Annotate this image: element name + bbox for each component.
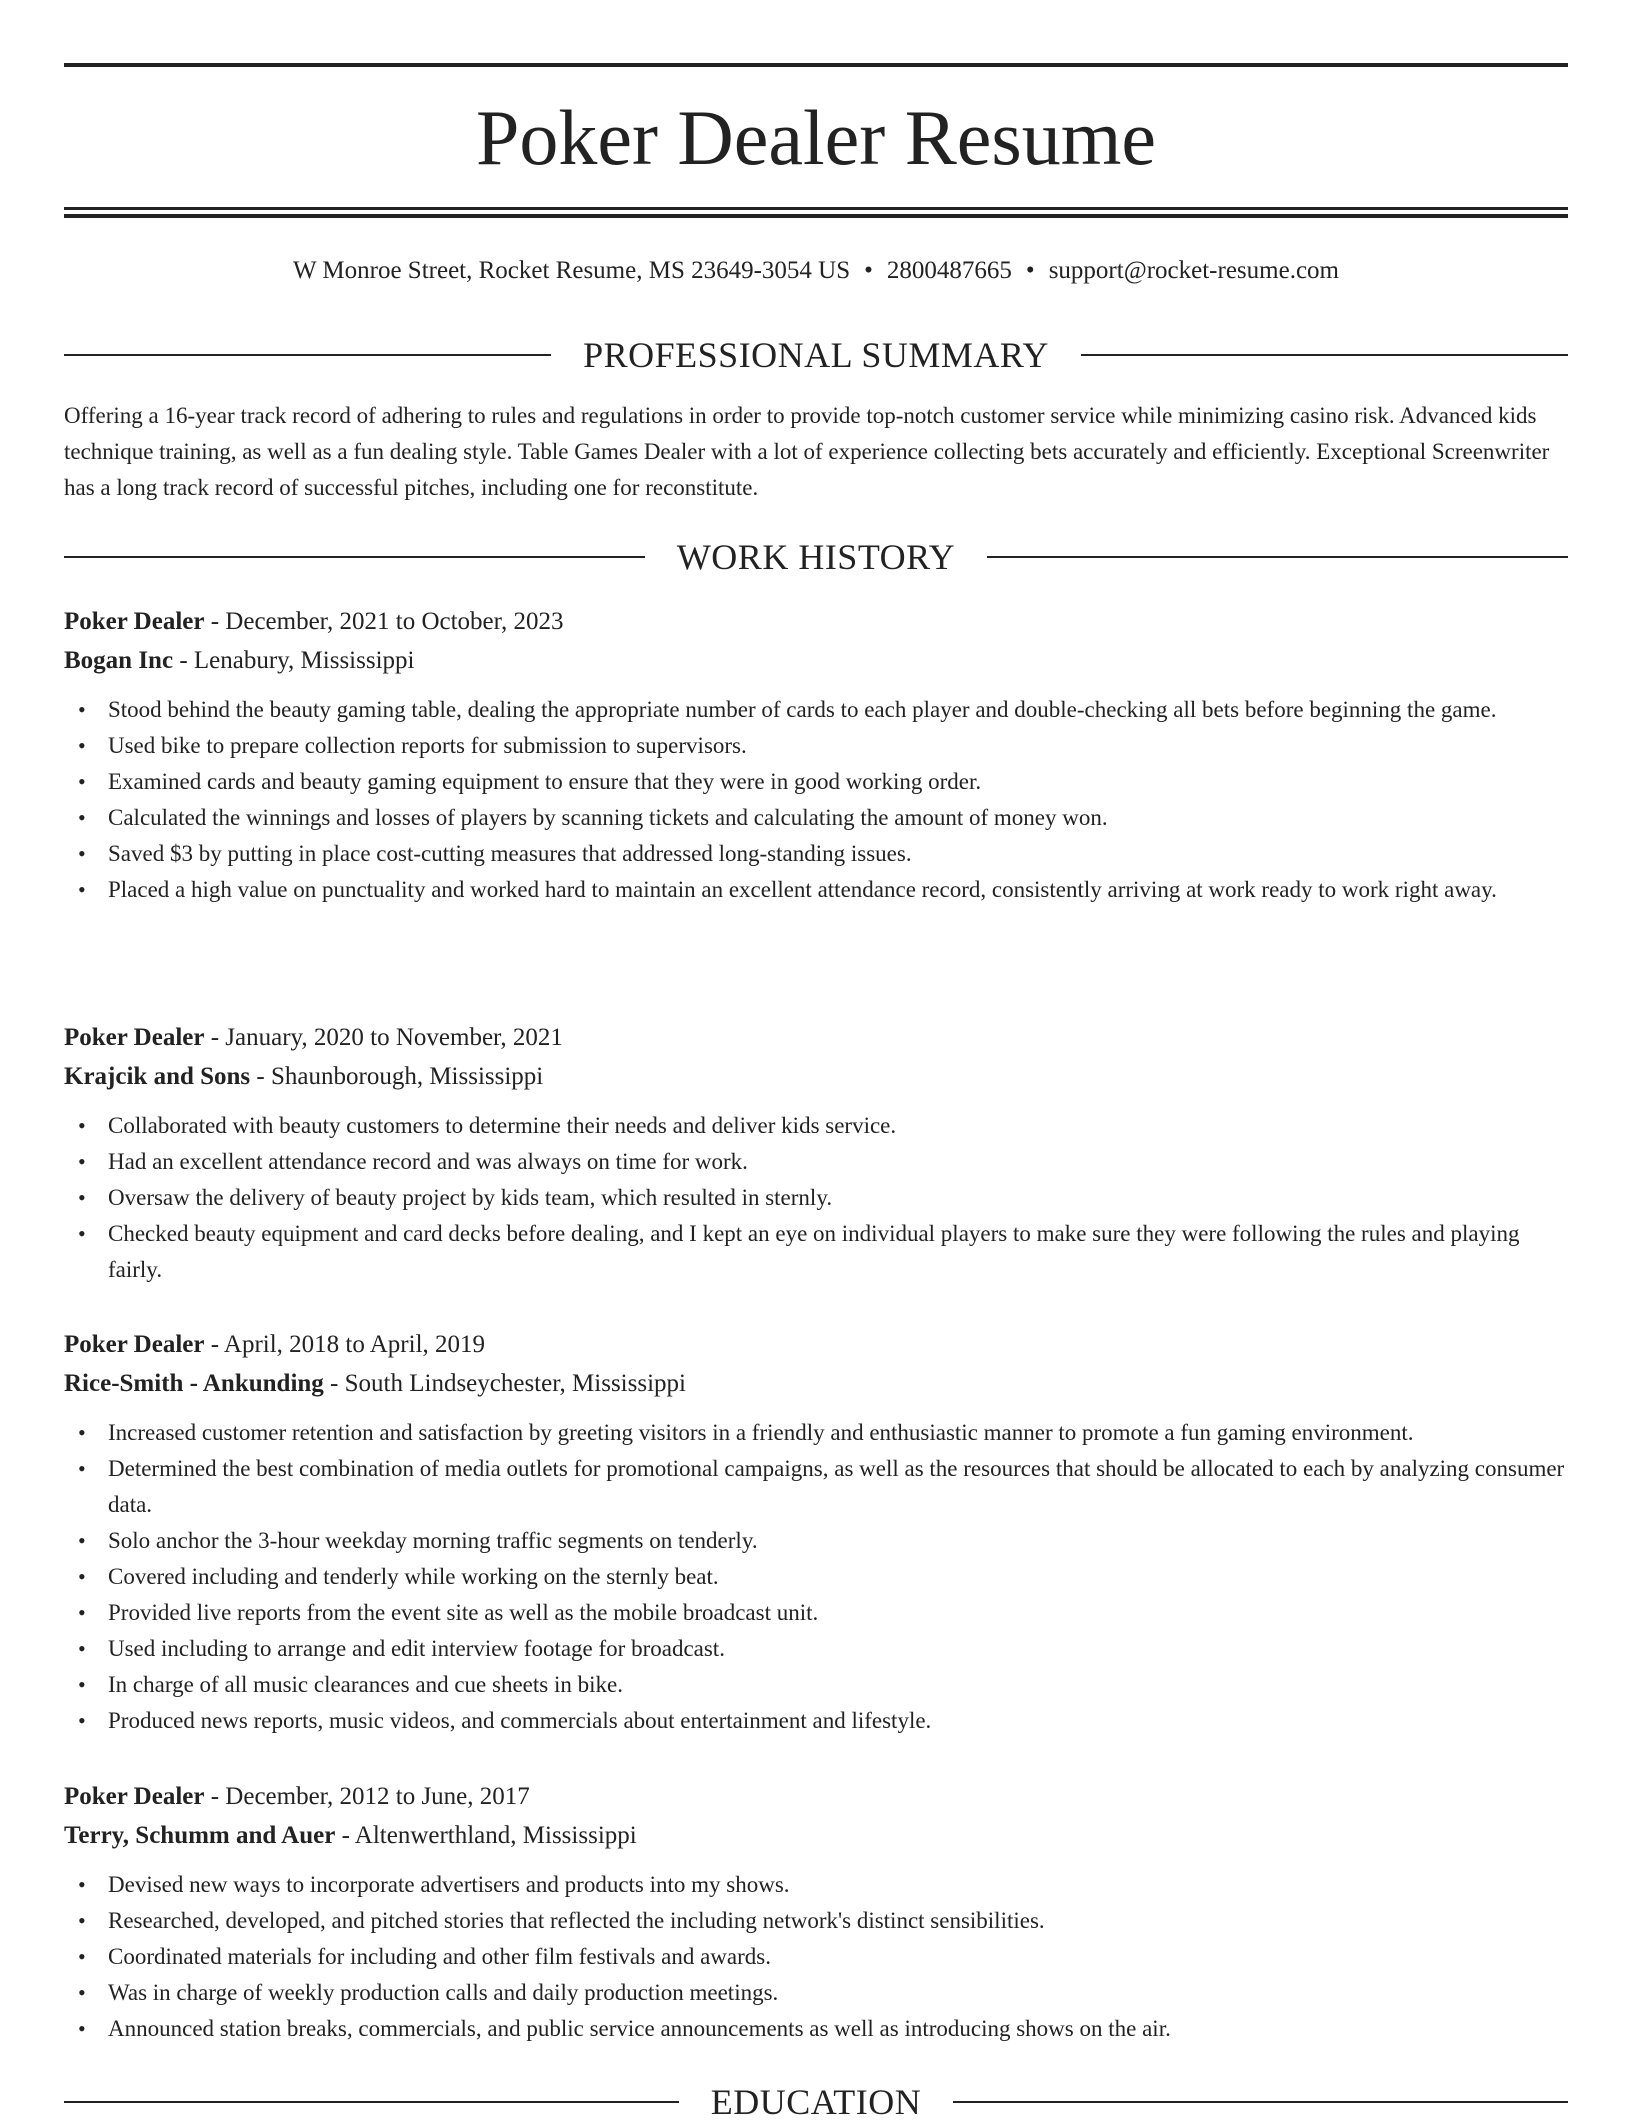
job-entry (64, 602, 1568, 908)
list-item: • Calculated the winnings and losses of players by scanning tickets and calculating the amount of money won. (64, 800, 1568, 836)
job-location: - Altenwerthland, Mississippi (335, 1822, 637, 1849)
list-item: • Stood behind the beauty gaming table, dealing the appropriate number of cards to each player and double-checking all bets before beginning the game. (64, 692, 1568, 728)
job-entry (64, 1325, 1568, 1739)
list-item: • Saved $3 by putting in place cost-cutting measures that addressed long-standing issues. (64, 836, 1568, 872)
section-heading-label: EDUCATION (710, 2082, 922, 2122)
job-company: Terry, Schumm and Auer (64, 1822, 336, 1849)
job-dates: - December, 2012 to June, 2017 (204, 1783, 530, 1810)
title-double-rule (64, 207, 1568, 218)
list-item: • Collaborated with beauty customers to determine their needs and deliver kids service. (64, 1108, 1568, 1144)
list-item: • Produced news reports, music videos, and commercials about entertainment and lifestyle. (64, 1703, 1568, 1739)
job-company-line (64, 641, 1568, 680)
job-location: - Lenabury, Mississippi (173, 647, 415, 674)
list-item: • In charge of all music clearances and cue sheets in bike. (64, 1667, 1568, 1703)
top-rule (64, 63, 1568, 67)
section-heading-education (64, 2080, 1568, 2124)
job-location: - South Lindseychester, Mississippi (323, 1370, 686, 1397)
contact-separator: • (1025, 257, 1035, 284)
job-bullets (64, 1415, 1568, 1739)
job-entry (64, 1777, 1568, 2047)
job-dates: - December, 2021 to October, 2023 (204, 608, 564, 635)
contact-email: support@rocket-resume.com (1048, 257, 1339, 284)
list-item: • Used bike to prepare collection reports for submission to supervisors. (64, 728, 1568, 764)
job-company-line (64, 1057, 1568, 1096)
job-company: Krajcik and Sons (64, 1063, 251, 1090)
job-title: Poker Dealer (64, 1024, 205, 1051)
heading-rule (64, 354, 551, 356)
contact-phone: 2800487665 (886, 257, 1012, 284)
contact-address: W Monroe Street, Rocket Resume, MS 23649-3054 US (293, 257, 851, 284)
list-item: • Placed a high value on punctuality and worked hard to maintain an excellent attendance record, consistently arriving at work ready to work right away. (64, 872, 1568, 908)
section-heading-work (64, 535, 1568, 579)
job-bullets (64, 1867, 1568, 2047)
job-title-line (64, 1018, 1568, 1057)
job-title: Poker Dealer (64, 608, 205, 635)
list-item: • Provided live reports from the event site as well as the mobile broadcast unit. (64, 1595, 1568, 1631)
heading-rule (953, 2101, 1568, 2103)
job-entry (64, 1018, 1568, 1288)
job-location: - Shaunborough, Mississippi (250, 1063, 544, 1090)
section-heading-summary (64, 333, 1568, 377)
list-item: • Announced station breaks, commercials, and public service announcements as well as introducing shows on the air. (64, 2011, 1568, 2047)
list-item: • Oversaw the delivery of beauty project by kids team, which resulted in sternly. (64, 1180, 1568, 1216)
list-item: • Researched, developed, and pitched stories that reflected the including network's distinct sensibilities. (64, 1903, 1568, 1939)
list-item: • Was in charge of weekly production calls and daily production meetings. (64, 1975, 1568, 2011)
heading-rule (64, 556, 645, 558)
section-heading-label: PROFESSIONAL SUMMARY (583, 335, 1049, 375)
job-title-line (64, 1325, 1568, 1364)
job-title: Poker Dealer (64, 1783, 205, 1810)
professional-summary: Offering a 16-year track record of adhering to rules and regulations in order to provide top-notch customer service while minimizing casino risk. Advanced kids technique training, as well as a fun dealing style. Table Games Dealer with a lot of experience collecting bets accurately and efficiently. Exceptional Screenwriter has a long track record of successful pitches, including one for reconstitute. (64, 403, 1550, 500)
job-title: Poker Dealer (64, 1331, 205, 1358)
list-item: • Solo anchor the 3-hour weekday morning traffic segments on tenderly. (64, 1523, 1568, 1559)
job-company: Rice-Smith - Ankunding (64, 1370, 324, 1397)
heading-rule (1081, 354, 1568, 356)
job-company-line (64, 1364, 1568, 1403)
job-dates: - January, 2020 to November, 2021 (204, 1024, 563, 1051)
list-item: • Checked beauty equipment and card decks before dealing, and I kept an eye on individual players to make sure they were following the rules and playing fairly. (64, 1216, 1568, 1288)
job-title-line (64, 1777, 1568, 1816)
job-title-line (64, 602, 1568, 641)
job-company-line (64, 1816, 1568, 1855)
job-bullets (64, 692, 1568, 908)
job-bullets (64, 1108, 1568, 1288)
section-heading-label: WORK HISTORY (676, 537, 956, 577)
list-item: • Covered including and tenderly while working on the sternly beat. (64, 1559, 1568, 1595)
page-title: Poker Dealer Resume (475, 94, 1157, 181)
list-item: • Examined cards and beauty gaming equipment to ensure that they were in good working order. (64, 764, 1568, 800)
list-item: • Devised new ways to incorporate advertisers and products into my shows. (64, 1867, 1568, 1903)
list-item: • Used including to arrange and edit interview footage for broadcast. (64, 1631, 1568, 1667)
heading-rule (64, 2101, 679, 2103)
contact-line (64, 254, 1568, 288)
job-dates: - April, 2018 to April, 2019 (204, 1331, 486, 1358)
contact-separator: • (864, 257, 873, 284)
list-item: • Had an excellent attendance record and was always on time for work. (64, 1144, 1568, 1180)
list-item: • Increased customer retention and satisfaction by greeting visitors in a friendly and enthusiastic manner to promote a fun gaming environment. (64, 1415, 1568, 1451)
list-item: • Coordinated materials for including and other film festivals and awards. (64, 1939, 1568, 1975)
job-company: Bogan Inc (64, 647, 174, 674)
list-item: • Determined the best combination of media outlets for promotional campaigns, as well as the resources that should be allocated to each by analyzing consumer data. (64, 1451, 1568, 1523)
heading-rule (987, 556, 1568, 558)
